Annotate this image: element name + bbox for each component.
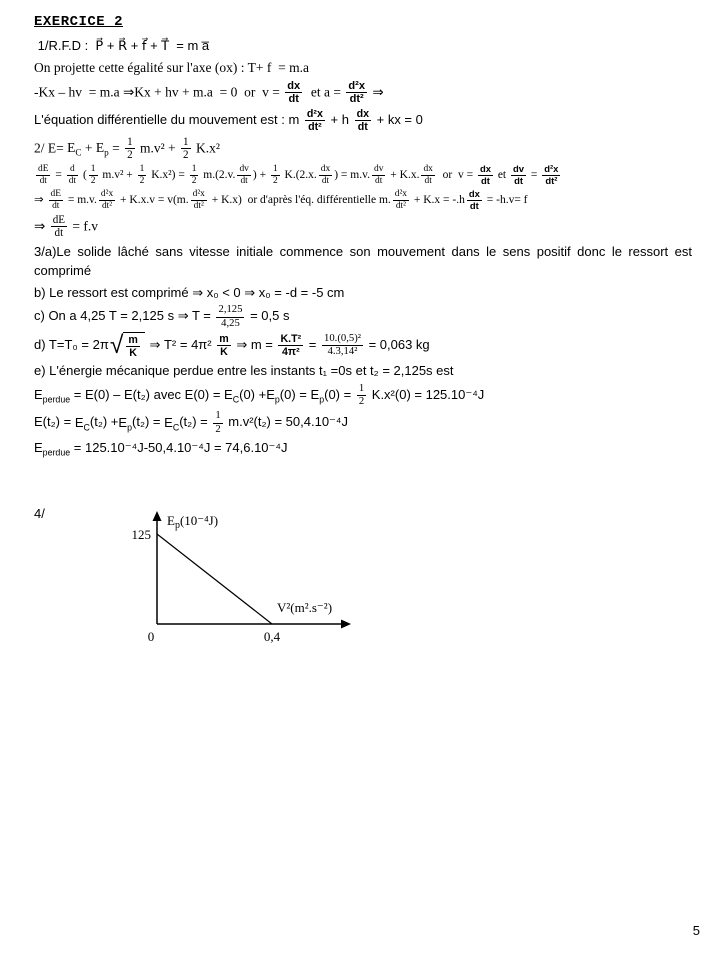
x-axis-arrow-icon — [341, 619, 351, 628]
fraction: $\frac{\text{d²x}}{\text{dt²}}$ — [544, 163, 559, 186]
text-line: L'équation différentielle du mouvement est : m $\frac{\text{d²x}}{\text{dt²}}$ + h $\frac{dx}{dt}$ + kx = 0 — [34, 108, 423, 134]
fraction: $\frac{\text{d²x}}{\text{dt²}}$ — [348, 79, 365, 106]
subscripted-symbol: $E_{perdue}$ — [34, 439, 71, 458]
text-line: $\frac{dE}{dt}$ = $\frac{d}{dt}$ ( $\frac{1}{2}$ m.v² + $\frac{1}{2}$ K.x²) = $\frac{1}{2}$ m.(2.v. $\frac{dv}{dt}$ ) + $\frac{1}{2}$ K.(2.x. $\frac{dx}{dt}$ ) = m.v. $\frac{dv}{dt}$ + K.x. $\frac{dx}{dt}$ or v = $\frac{dx}{dt}$ et $\frac{dv}{dt}$ = $\frac{\text{d²x}}{\text{dt²}}$ — [38, 163, 559, 186]
text-line: 3/a)Le solide lâché sans vitesse initiale commence son mouvement dans le sens positif donc le ressort est comprimé — [34, 243, 692, 279]
y-axis-arrow-icon — [152, 511, 161, 521]
fraction: $\frac{1}{2}$ — [358, 382, 365, 408]
subscripted-symbol: $E_p$ — [266, 387, 280, 405]
fraction: $\frac{\text{K.T²}}{\text{4π²}}$ — [280, 332, 302, 359]
subscripted-symbol: $E_C$ — [74, 414, 90, 433]
content-lines — [34, 36, 692, 460]
fraction: $\frac{2,125}{4,25}$ — [218, 304, 243, 329]
fraction: $\frac{dE}{dt}$ — [52, 213, 65, 240]
fraction: $\frac{\text{10.(0,5)²}}{\text{4.3,14²}}$ — [324, 332, 361, 358]
subscripted-symbol: $E_{perdue}$ — [34, 387, 71, 405]
fraction: $\frac{dv}{dt}$ — [513, 163, 525, 186]
text-line: 1/R.F.D : P⃗ + R⃗ + f⃗ + T⃗ = m a̅ — [34, 38, 210, 53]
section-4-label: 4/ — [34, 505, 45, 521]
fraction: $\frac{1}{2}$ — [215, 410, 221, 435]
fraction: $\frac{\text{d²x}}{\text{dt²}}$ — [100, 188, 114, 211]
text-line: c) On a 4,25 T = 2,125 s ⇒ T = $\frac{2,125}{4,25}$ = 0,5 s — [34, 304, 290, 329]
subscripted-symbol: $E_p$ — [118, 414, 132, 433]
fraction: $\frac{1}{2}$ — [191, 164, 197, 186]
subscripted-symbol: $E_p$ — [95, 140, 109, 158]
square-root: √ $\frac{m}{K}$ — [110, 332, 145, 360]
text-line: $E(t_2) = E_C(t_2) +E_p(t_2) = E_C(t_2)$ = $\frac{1}{2}$ m.v²(t₂) = 50,4.10⁻⁴J — [34, 410, 349, 435]
energy-line — [157, 534, 272, 624]
fraction: $\frac{\text{d²x}}{\text{dt²}}$ — [192, 188, 205, 211]
x-tick-04: 0,4 — [263, 628, 280, 644]
text-line: ⇒ $\frac{dE}{dt}$ = f.v — [34, 213, 98, 240]
page-number: 5 — [692, 923, 700, 938]
fraction: $\frac{1}{2}$ — [272, 164, 278, 186]
fraction: $\frac{dE}{dt}$ — [50, 188, 61, 211]
text-line: $E_{perdue} = 125.10^{-4}J-50,4.10^{-4}J = 74,6.10^{-4}J$ — [34, 439, 288, 458]
text-line: 2/ $E= E_C + E_p$ = $\frac{1}{2}$ m.v² + $\frac{1}{2}$ K.x² — [34, 135, 220, 162]
x-axis-label: V²(m².s⁻²) — [276, 599, 332, 615]
fraction: $\frac{dx}{dt}$ — [423, 164, 433, 186]
fraction: $\frac{m}{K}$ — [128, 333, 138, 360]
text-line: $E_{perdue} = E(0) - E(t_2)$ avec $E(0) = E_C(0) +E_p(0) = E_p(0)$ = $\frac{1}{2}$ K.x²(0) = 125.10⁻⁴J — [34, 382, 485, 408]
fraction: $\frac{d}{dt}$ — [68, 164, 77, 186]
text-line: ⇒ $\frac{dE}{dt}$ = m.v. $\frac{\text{d²x}}{\text{dt²}}$ + K.x.v = v(m. $\frac{\text{d²x}}{\text{dt²}}$ + K.x) or d'après l'éq. différentielle m. $\frac{\text{d²x}}{\text{dt²}}$ + K.x = -.h $\frac{dx}{dt}$ = -h.v= f — [34, 187, 528, 211]
fraction: $\frac{dx}{dt}$ — [287, 79, 301, 106]
text-line: e) L'énergie mécanique perdue entre les instants t₁ =0s et t₂ = 2,125s est — [34, 363, 454, 379]
fraction: $\frac{dx}{dt}$ — [468, 187, 480, 211]
y-axis-label: $E_p(10^{-4}J)$ — [166, 512, 218, 531]
fraction: $\frac{dv}{dt}$ — [239, 164, 249, 186]
fraction: $\frac{1}{2}$ — [90, 164, 96, 186]
energy-vs-v2-graph — [107, 506, 437, 661]
fraction: $\frac{\text{d²x}}{\text{dt²}}$ — [394, 188, 408, 211]
subscripted-symbol: $E_p$ — [310, 387, 325, 405]
fraction: $\frac{dv}{dt}$ — [373, 164, 384, 186]
fraction: $\frac{\text{d²x}}{\text{dt²}}$ — [306, 108, 323, 134]
fraction: $\frac{1}{2}$ — [139, 164, 145, 186]
y-tick-125: 125 — [131, 526, 151, 542]
text-line: b) Le ressort est comprimé ⇒ x₀ < 0 ⇒ x₀ = -d = -5 cm — [34, 284, 345, 300]
fraction: $\frac{1}{2}$ — [183, 135, 189, 162]
text-line: d) T=T₀ = 2π √ $\frac{m}{K}$ ⇒ T² = 4π² $\frac{m}{K}$ ⇒ m = $\frac{\text{K.T²}}{\text{4π²}}$ = $\frac{\text{10.(0,5)²}}{\text{4.3,14²}}$ = 0,063 kg — [34, 331, 430, 360]
fraction: $\frac{dx}{dt}$ — [320, 164, 331, 186]
subscripted-symbol: $E_C$ — [67, 140, 82, 158]
exercise-title: EXERCICE 2 — [34, 14, 124, 30]
subscripted-symbol: $E_C$ — [224, 387, 240, 405]
subscripted-symbol: $E_C$ — [164, 414, 180, 433]
fraction: $\frac{dx}{dt}$ — [479, 163, 491, 186]
fraction: $\frac{1}{2}$ — [127, 135, 133, 162]
text-line: On projette cette égalité sur l'axe (ox) : T+ f = m.a — [34, 59, 309, 75]
fraction: $\frac{m}{K}$ — [219, 332, 229, 359]
fraction: $\frac{dE}{dt}$ — [38, 164, 49, 186]
text-line: -Kx – hv = m.a ⇒Kx + hv + m.a = 0 or v = $\frac{dx}{dt}$ et a = $\frac{\text{d²x}}{\text{dt²}}$ ⇒ — [34, 79, 384, 106]
fraction: $\frac{dx}{dt}$ — [356, 108, 369, 134]
graph-section — [34, 506, 692, 661]
x-tick-0: 0 — [147, 628, 155, 644]
